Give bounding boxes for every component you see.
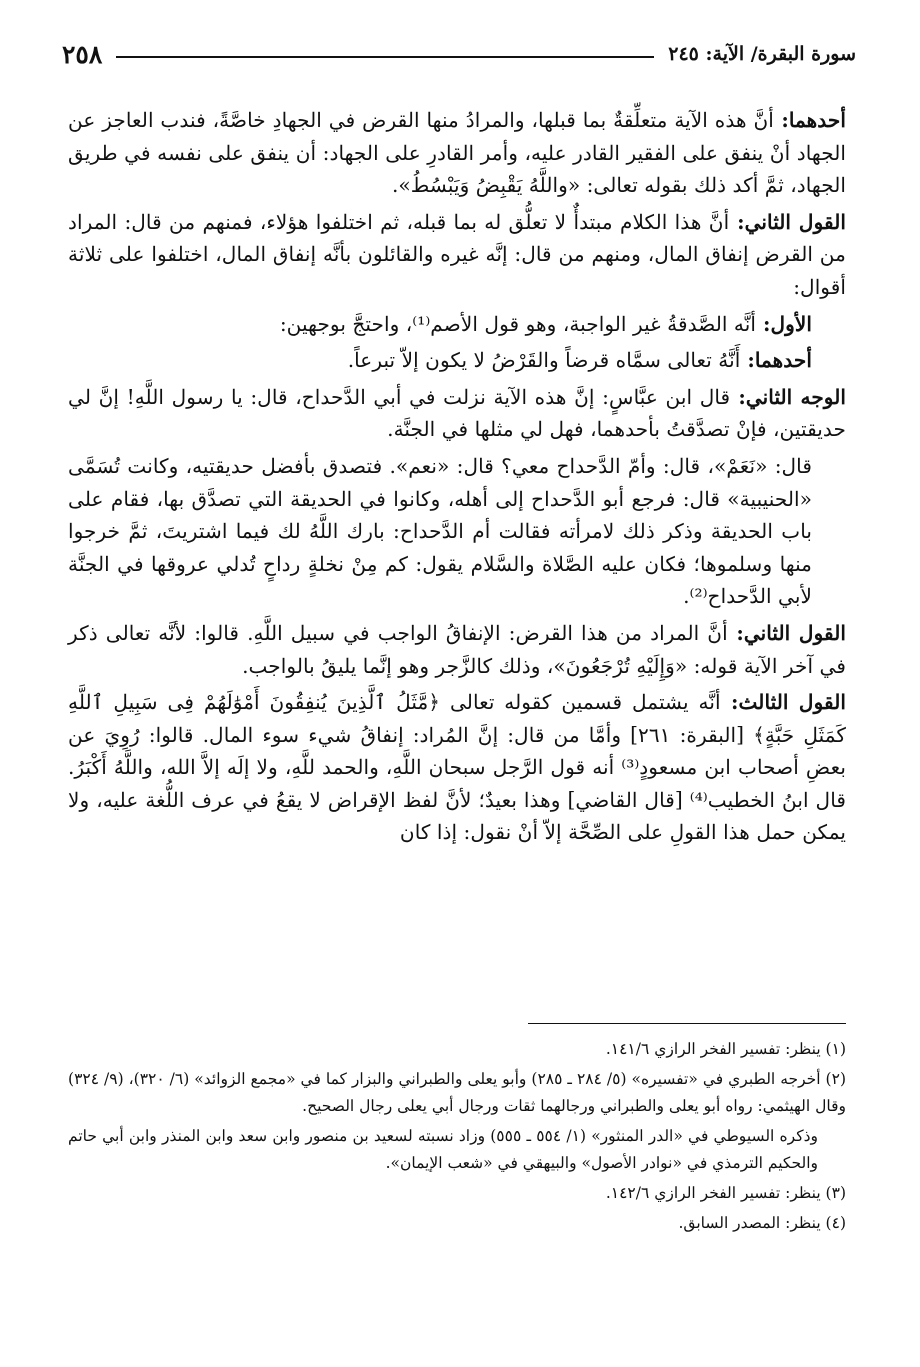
paragraph [68, 308, 846, 341]
paragraph [68, 686, 846, 849]
paragraph-lead: الأول: [755, 311, 812, 336]
paragraph-text: أنَّ هذه الآية متعلِّقةٌ بما قبلها، والمرادُ منها القرض في الجهادِ خاصَّةً، فندب العاجز عن الجهاد أنْ ينفق على الفقير القادر عليه، وأمر القادرِ على الجهاد: أن ينفق على نفسه في طريق الجهاد، ثمَّ أكد ذلك بقوله تعالى: «واللَّهُ يَقْبِضُ وَيَبْسُطُ». [68, 108, 846, 198]
paragraph [68, 206, 846, 304]
paragraph-text: أنَّ المراد من هذا القرض: الإنفاقُ الواجب في سبيل اللَّهِ. قالوا: لأنَّه تعالى ذكر في آخر الآية قوله: «وَإِلَيْهِ تُرْجَعُونَ»، وذلك كالزَّجر وهو إنَّما يليقُ بالواجب. [68, 620, 846, 678]
paragraph-lead: الوجه الثاني: [730, 384, 846, 409]
footnote: (٣) ينظر: تفسير الفخر الرازي ١٤٢/٦. [605, 1184, 846, 1202]
footnote: (٢) أخرجه الطبري في «تفسيره» (٥/ ٢٨٤ ـ ٢٨٥) وأبو يعلى والطبراني والبزار كما في «مجمع الزوائد» (٦/ ٣٢٠)، (٩/ ٣٢٤) وقال الهيثمي: رواه أبو يعلى والطبراني ورجالهما ثقات ورجال أبي يعلى رجال الصحيح. [68, 1070, 846, 1115]
paragraph-lead: القول الثاني: [729, 209, 846, 234]
paragraph-lead: أحدهما: [773, 108, 846, 132]
running-title: سورة البقرة/ الآية: ٢٤٥ [668, 43, 856, 65]
paragraph [68, 617, 846, 682]
paragraph-text: أنَّه يشتمل قسمين كقوله تعالى ﴿مَّثَلُ ٱلَّذِينَ يُنفِقُونَ أَمْوَٰلَهُمْ فِى سَبِيلِ ٱللَّهِ كَمَثَلِ حَبَّةٍ﴾ [البقرة: ٢٦١] وأمَّا من قال: إنَّ المُراد: إنفاقُ شيء سوء المال. قالوا: رُوِيَ عن بعضِ أصحاب ابن مسعودٍ⁽³⁾ أنه قول الرَّجل سبحان اللَّهِ، والحمد للَّهِ، ولا إلَه إلاَّ الله، واللَّهُ أَكْبَرُ. قال ابنُ الخطيب⁽⁴⁾ [قال القاضي] وهذا بعيدٌ؛ لأنَّ لفظ الإقراض لا يقعُ في عرف اللُّغة عليه، ولا يمكن حمل هذا القولِ على الصِّحَّة إلاّ أنْ نقول: إذا كان [68, 690, 847, 845]
footnote-separator [528, 1023, 846, 1024]
paragraph [68, 344, 846, 377]
page-header [62, 34, 856, 74]
paragraph-lead: القول الثالث: [720, 690, 846, 715]
main-text [68, 104, 846, 853]
page-number: ٢٥٨ [62, 39, 103, 69]
paragraph-text: قال ابن عبَّاسٍ: إنَّ هذه الآية نزلت في أبي الدَّحداح، قال: يا رسول اللَّهِ! إنَّ لي حديقتين، فإنْ تصدَّقتُ بأحدهما، فهل لي مثلها في الجنَّة. [68, 384, 846, 442]
footnote-continuation: وذكره السيوطي في «الدر المنثور» (١/ ٥٥٤ ـ ٥٥٥) وزاد نسبته لسعيد بن منصور وابن سعد وابن المنذر وابن أبي حاتم والحكيم الترمذي في «نوادر الأصول» والبيهقي في «شعب الإيمان». [68, 1127, 818, 1172]
header-rule [116, 56, 654, 58]
paragraph [68, 104, 846, 202]
footnote: (٤) ينظر: المصدر السابق. [678, 1214, 846, 1232]
paragraph-text: قال: «نَعَمْ»، قال: وأمّ الدَّحداح معي؟ قال: «نعم». فتصدق بأفضل حديقتيه، وكانت تُسَمَّى «الحنيبية» قال: فرجع أبو الدَّحداح إلى أهله، وكانوا في الحديقة التي تصدَّق بها، فقام على باب الحديقة وذكر ذلك لامرأته فقالت أم الدَّحداح: بارك اللَّهُ لك فيما اشتريتَ، ثمَّ خرجوا منها وسلموها؛ فكان عليه الصَّلاة والسَّلام يقول: كم مِنْ نخلةٍ رداحٍ تُدلي عروقها في الجنَّة لأبي الدَّحداح⁽²⁾. [68, 453, 812, 609]
paragraph [68, 381, 846, 446]
paragraph-text: أنَّه الصَّدقةُ غير الواجبة، وهو قول الأصم⁽¹⁾، واحتجَّ بوجهين: [279, 311, 756, 336]
paragraph-lead: القول الثاني: [727, 620, 846, 645]
footnotes [68, 1036, 846, 1240]
paragraph [68, 450, 846, 613]
paragraph-lead: أحدهما: [740, 348, 812, 373]
paragraph-text: أنَّ هذا الكلام مبتدأٌ لا تعلُّق له بما قبله، ثم اختلفوا هؤلاء، فمنهم من قال: المراد من القرض إنفاق المال، ومنهم من قال: إنَّه غيره والقائلون بأنَّه إنفاق المال، اختلفوا على ثلاثة أقوال: [68, 209, 846, 299]
footnote: (١) ينظر: تفسير الفخر الرازي ١٤١/٦. [605, 1040, 846, 1058]
paragraph-text: أَنَّهُ تعالى سمَّاه قرضاً والقَرْضُ لا يكون إلاّ تبرعاً. [347, 348, 741, 373]
